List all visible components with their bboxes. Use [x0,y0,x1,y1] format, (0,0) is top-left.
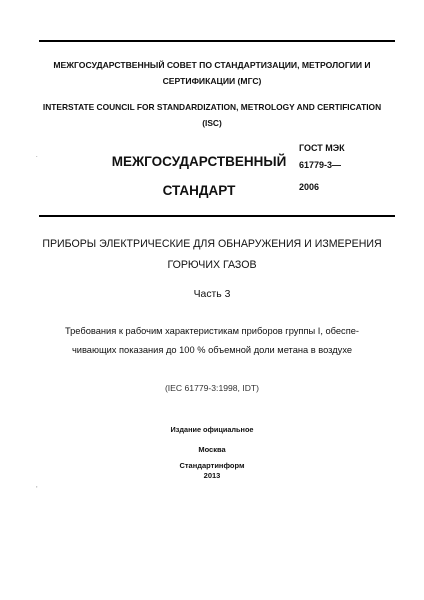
standard-type [104,147,294,205]
middle-rule [39,215,395,217]
year: 2013 [203,471,221,480]
standard-designation [299,143,345,193]
edition-label: Издание официальное [170,425,254,434]
imprint [20,445,404,481]
designation-line-2: 61779-3— [299,160,342,170]
standard-type-line-2: СТАНДАРТ [162,183,236,198]
iec-reference: (IEC 61779-3:1998, IDT) [164,383,260,393]
top-rule [39,40,395,42]
council-name-en [20,99,404,131]
publisher: Стандартинформ [179,461,245,470]
title-line-1: ПРИБОРЫ ЭЛЕКТРИЧЕСКИЕ ДЛЯ ОБНАРУЖЕНИЯ И ИЗМЕРЕНИЯ [42,238,382,250]
city: Москва [198,445,226,454]
standard-type-line-1: МЕЖГОСУДАРСТВЕННЫЙ [111,154,287,169]
council-en-line-1: INTERSTATE COUNCIL FOR STANDARDIZATION, METROLOGY AND CERTIFICATION [42,102,382,112]
council-ru-line-2: СЕРТИФИКАЦИИ (МГС) [162,76,262,86]
council-name-ru [20,57,404,89]
subtitle-line-1: Требования к рабочим характеристикам приборов группы I, обеспе- [64,326,360,336]
designation-line-3: 2006 [299,182,320,192]
stray-mark-2: , [36,483,38,489]
designation-line-1: ГОСТ МЭК [299,143,345,153]
subtitle-line-2: чивающих показания до 100 % объемной доли метана в воздухе [71,345,353,355]
part-number: Часть 3 [193,289,231,300]
title-line-2: ГОРЮЧИХ ГАЗОВ [167,259,257,271]
document-title [20,234,404,276]
document-subtitle [20,322,404,360]
council-ru-line-1: МЕЖГОСУДАРСТВЕННЫЙ СОВЕТ ПО СТАНДАРТИЗАЦИИ, МЕТРОЛОГИИ И [53,60,371,70]
council-en-line-2: (ISC) [202,118,222,128]
stray-mark-1: . [36,153,38,159]
